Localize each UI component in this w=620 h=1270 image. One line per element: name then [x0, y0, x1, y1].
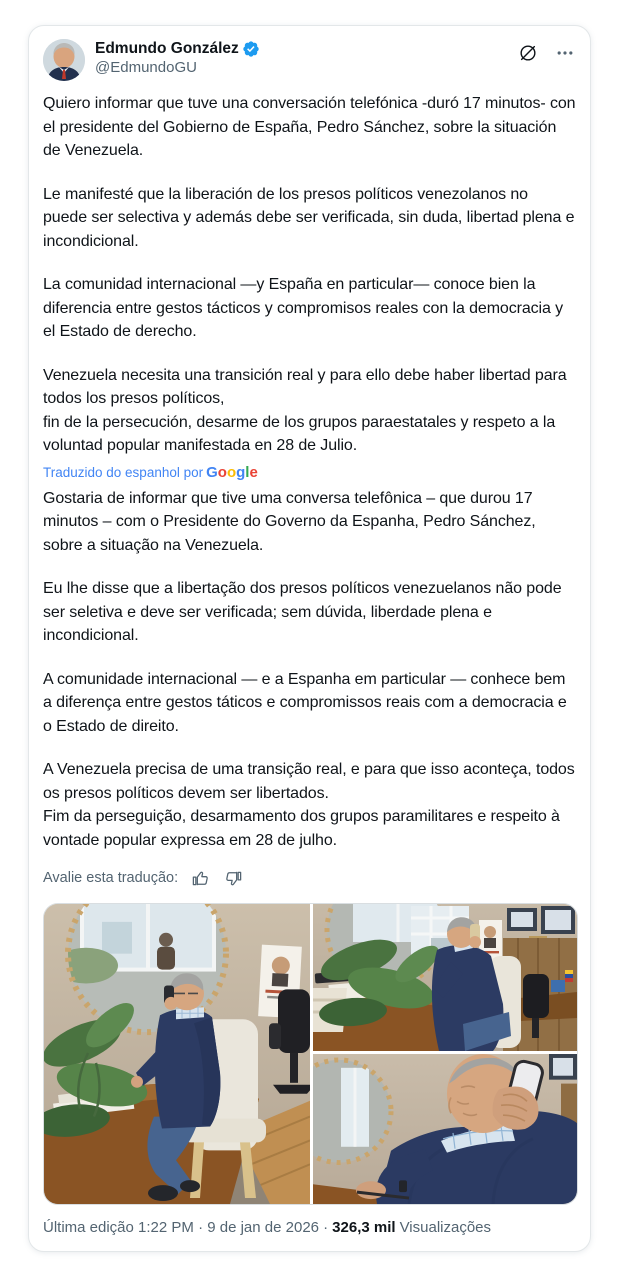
photo-1[interactable] [44, 904, 310, 1204]
translation-attribution-label: Traduzido do espanhol por [43, 464, 204, 480]
views-label: Visualizações [399, 1219, 492, 1236]
thumbs-up-icon [191, 869, 210, 888]
post-paragraph-es-3: La comunidad internacional —y España en particular— conoce bien la diferencia entre gestos tácticos y compromisos reales con la democracia y el Estado de derecho. [43, 276, 564, 340]
thumbs-down-icon [224, 869, 243, 888]
post-paragraph-pt-4 [43, 758, 576, 852]
footer-meta: Última edição 1:22 PM · 9 de jan de 2026 · [43, 1219, 329, 1236]
post-paragraph-pt-3: A comunidade internacional — e a Espanha em particular — conhece bem a diferença entre gestos táticos e compromissos reais com a democracia e o Estado de direito. [43, 670, 567, 735]
google-logo: Google [206, 463, 258, 481]
post-paragraph-pt-2: Eu lhe disse que a libertação dos presos políticos venezuelanos não pode ser seletiva e deve ser verificada; sem dúvida, liberdade plena e incondicional. [43, 580, 562, 644]
post-paragraph-pt-1: Gostaria de informar que tive uma conversa telefônica – que durou 17 minutos – com o Presidente do Governo da Espanha, Pedro Sánchez, sobre a situação na Venezuela. [43, 489, 536, 554]
photo-2[interactable] [313, 904, 577, 1051]
post-paragraph-pt-4-line-2: Fim da perseguição, desarmamento dos grupos paramilitares e respeito à vontade popular expressa em 28 de julho. [43, 808, 560, 849]
post-paragraph-es-1: Quiero informar que tuve una conversación telefónica -duró 17 minutos- con el presidente del Gobierno de España, Pedro Sánchez, sobre la situación de Venezuela. [43, 95, 576, 159]
header-actions [517, 39, 576, 64]
grok-icon [518, 43, 538, 63]
thumbs-down-button[interactable] [224, 868, 244, 888]
author-identity [95, 39, 260, 76]
author-handle[interactable]: @EdmundoGU [95, 59, 197, 76]
rate-translation-label: Avalie esta tradução: [43, 870, 179, 886]
tweet-card [28, 25, 591, 1252]
thumbs-up-button[interactable] [191, 868, 211, 888]
photo-2-image [313, 904, 577, 1051]
avatar-portrait [43, 39, 85, 81]
post-paragraph-pt-4-line-1: A Venezuela precisa de uma transição real, e para que isso aconteça, todos os presos políticos devem ser libertados. [43, 761, 575, 802]
photo-grid [43, 903, 578, 1205]
post-paragraph-es-4-line-2: fin de la persecución, desarme de los grupos paraestatales y respeto a la voluntad popular manifestada en 28 de Julio. [43, 413, 556, 454]
tweet-body [43, 92, 576, 1238]
author-name[interactable]: Edmundo González [95, 40, 239, 57]
tweet-header [43, 39, 576, 81]
photo-1-image [44, 904, 310, 1204]
verified-badge-icon [242, 40, 260, 58]
translation-attribution [43, 464, 576, 482]
rate-translation-row [43, 868, 576, 888]
avatar[interactable] [43, 39, 85, 81]
post-paragraph-es-4 [43, 364, 576, 458]
views-count: 326,3 mil [332, 1219, 396, 1236]
more-button[interactable] [554, 42, 576, 64]
tweet-footer [43, 1218, 576, 1238]
photo-3-image [313, 1054, 577, 1204]
photo-3[interactable] [313, 1054, 577, 1204]
more-icon [555, 43, 575, 63]
post-paragraph-es-2: Le manifesté que la liberación de los presos políticos venezolanos no puede ser selectiva y además debe ser verificada, sin duda, libertad plena e incondicional. [43, 185, 575, 250]
grok-button[interactable] [517, 42, 539, 64]
post-paragraph-es-4-line-1: Venezuela necesita una transición real y para ello debe haber libertad para todos los presos políticos, [43, 366, 567, 407]
